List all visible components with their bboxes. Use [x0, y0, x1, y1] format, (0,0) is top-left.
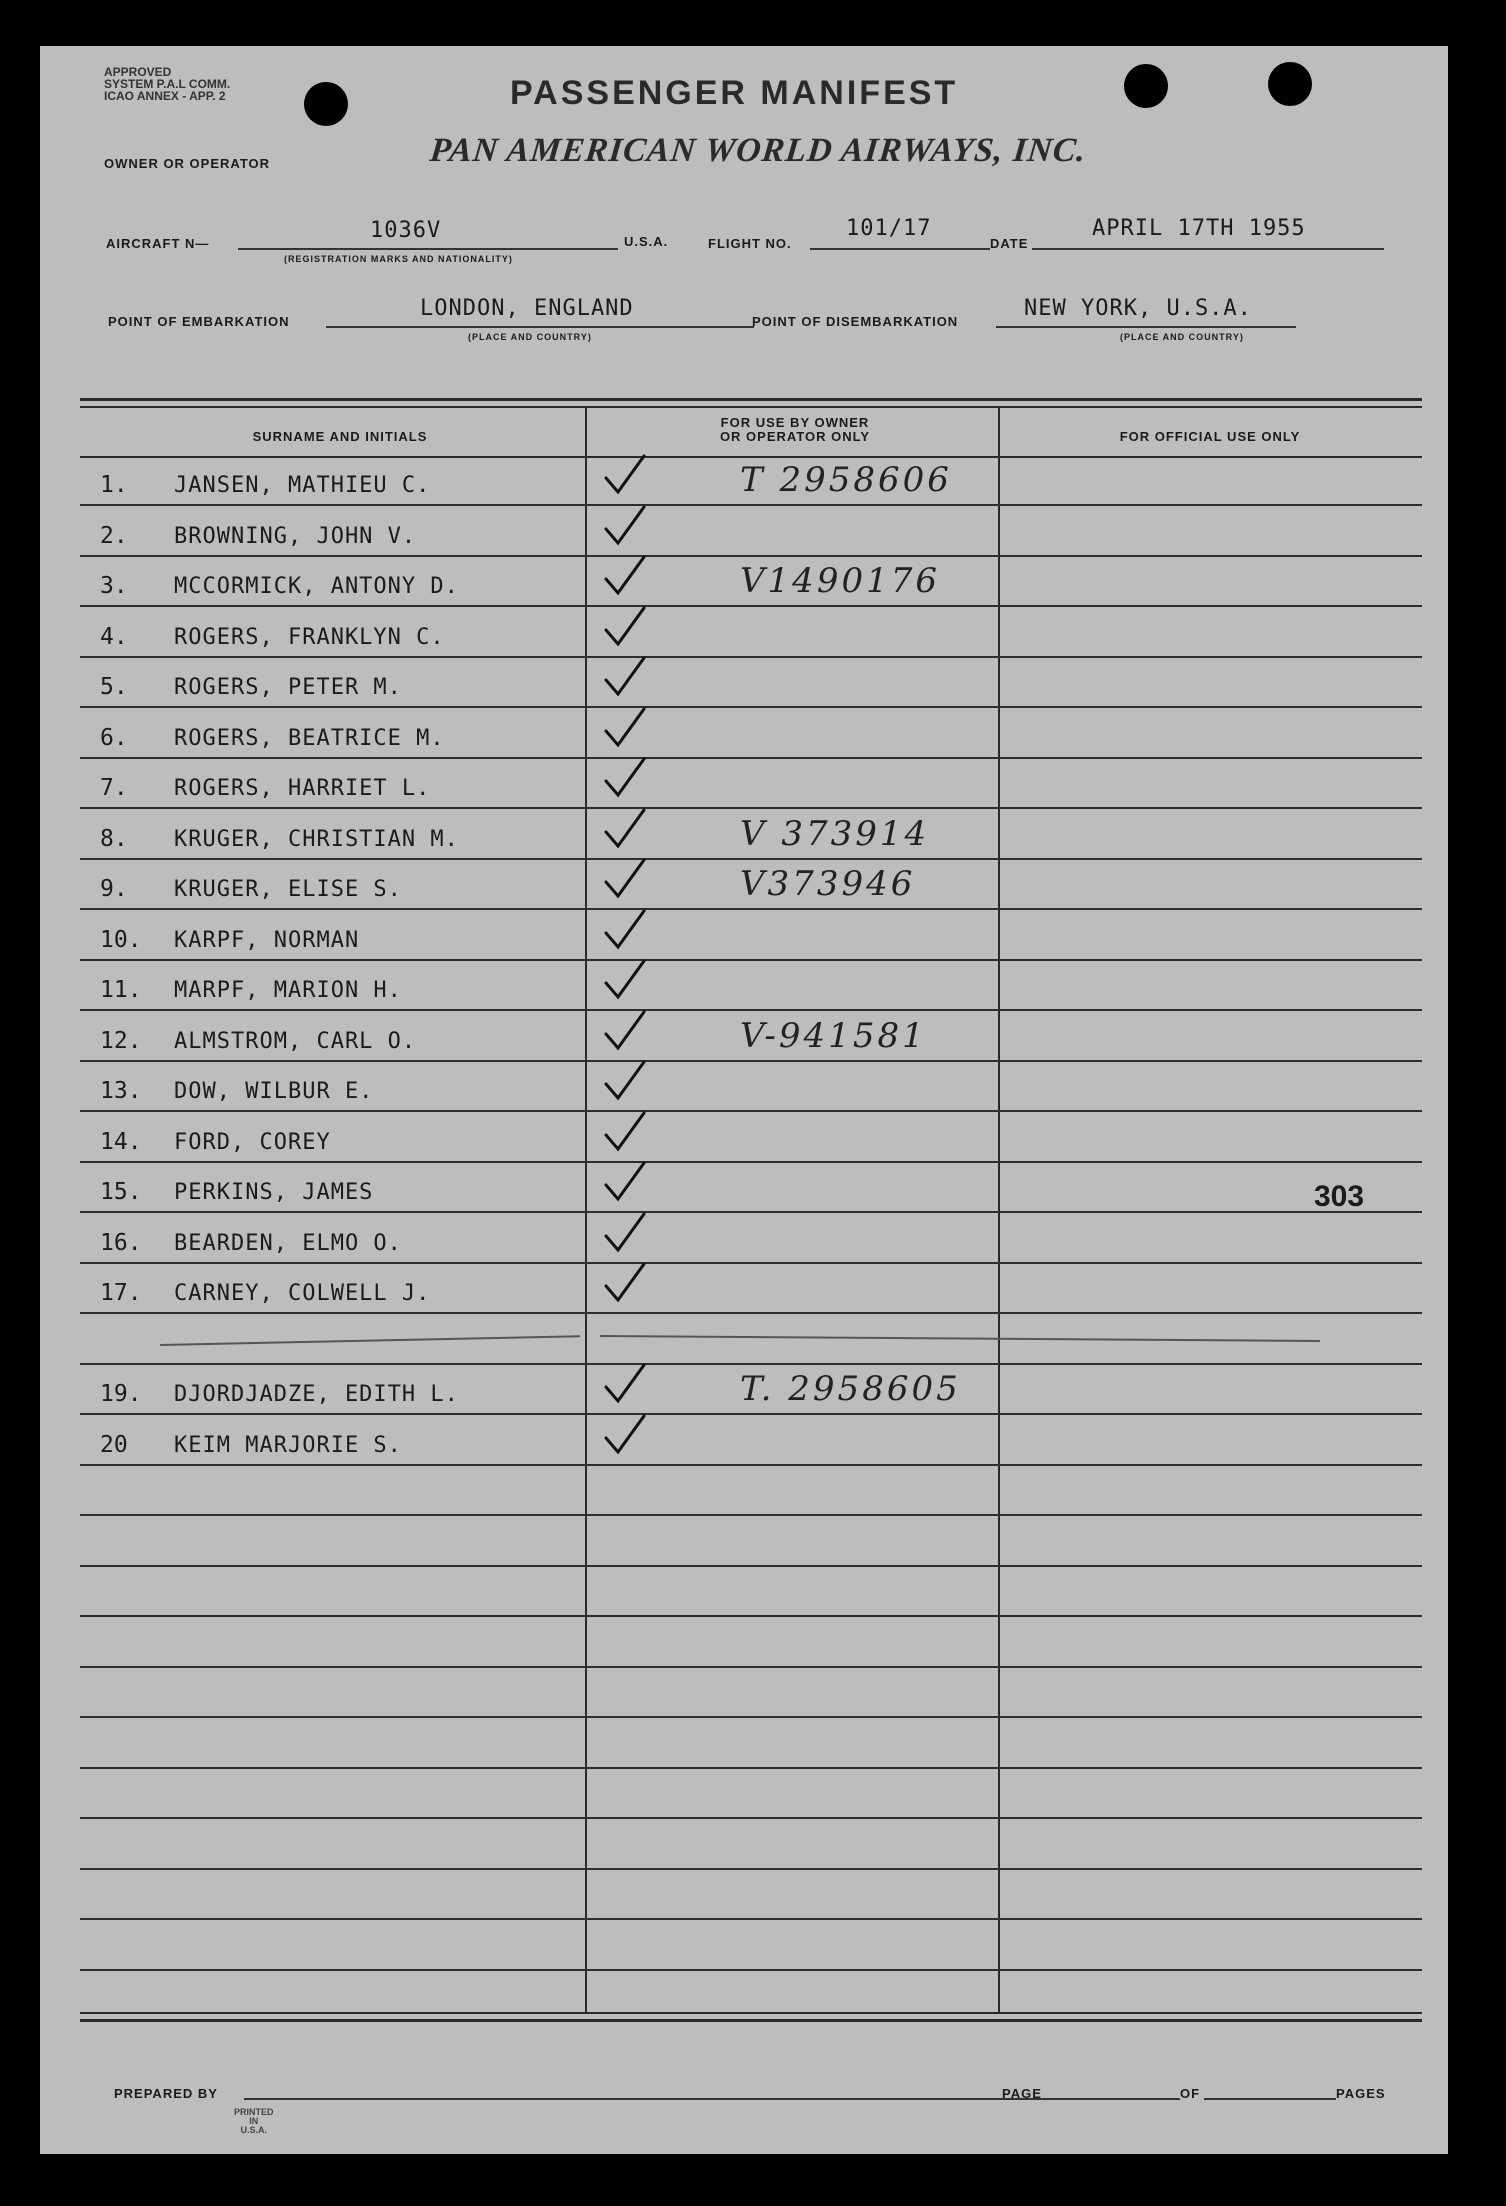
check-mark-icon: [600, 755, 660, 807]
table-row: [80, 1668, 1422, 1718]
table-row: [80, 608, 1422, 658]
passenger-name: KARPF, NORMAN: [174, 927, 360, 953]
check-mark-icon: [600, 1109, 660, 1161]
operator-note: V-941581: [740, 1015, 927, 1056]
of-underline: [1204, 2098, 1336, 2100]
table-top-rule-2: [80, 406, 1422, 408]
operator-note: V373946: [740, 864, 916, 904]
passenger-name: KEIM MARJORIE S.: [174, 1432, 402, 1458]
passenger-number: 20: [100, 1431, 128, 1458]
table-row: [80, 1365, 1422, 1415]
passenger-name: ALMSTROM, CARL O.: [174, 1028, 417, 1054]
passenger-number: 11.: [100, 977, 142, 1003]
table-row: [80, 810, 1422, 860]
pages-label: PAGES: [1336, 2086, 1386, 2101]
embark-label: POINT OF EMBARKATION: [108, 314, 290, 329]
passenger-number: 19.: [100, 1381, 142, 1407]
passenger-number: 2.: [100, 522, 128, 549]
flight-underline: [810, 248, 990, 250]
page-label: PAGE: [1002, 2086, 1042, 2101]
punch-hole: [1124, 64, 1168, 108]
check-mark-icon: [600, 806, 660, 858]
check-mark-icon: [600, 1361, 660, 1413]
passenger-number: 16.: [100, 1229, 142, 1256]
table-row: [80, 1567, 1422, 1617]
table-row: [80, 1214, 1422, 1264]
table-row: [80, 1012, 1422, 1062]
embark-place-note: (PLACE AND COUNTRY): [468, 332, 592, 342]
passenger-number: 12.: [100, 1027, 142, 1054]
date-label: DATE: [990, 236, 1029, 251]
check-mark-icon: [600, 553, 660, 605]
approval-note: APPROVED SYSTEM P.A.L COMM. ICAO ANNEX - APP. 2: [104, 65, 231, 103]
aircraft-value: 1036V: [370, 218, 442, 243]
page-underline: [1044, 2098, 1180, 2100]
passenger-name: BROWNING, JOHN V.: [174, 523, 417, 549]
table-row: [80, 1921, 1422, 1971]
table-row: [80, 1820, 1422, 1870]
check-mark-icon: [600, 503, 660, 555]
table-row: [80, 1618, 1422, 1668]
table-row: [80, 709, 1422, 759]
passenger-number: 7.: [100, 775, 128, 801]
table-row: [80, 1517, 1422, 1567]
passenger-name: FORD, COREY: [174, 1129, 331, 1155]
check-mark-icon: [600, 907, 660, 959]
aircraft-label: AIRCRAFT N—: [106, 236, 210, 251]
disembark-place-note: (PLACE AND COUNTRY): [1120, 332, 1244, 342]
passenger-name: JANSEN, MATHIEU C.: [174, 473, 431, 498]
passenger-name: PERKINS, JAMES: [174, 1180, 374, 1205]
flight-label: FLIGHT NO.: [708, 236, 792, 251]
table-row: [80, 1769, 1422, 1819]
operator-note: T 2958606: [740, 460, 952, 500]
table-row: [80, 1163, 1422, 1213]
passenger-number: 14.: [100, 1128, 142, 1155]
passenger-number: 13.: [100, 1078, 142, 1104]
table-top-rule: [80, 398, 1422, 401]
passenger-name: CARNEY, COLWELL J.: [174, 1281, 431, 1306]
table-row: [80, 456, 1422, 506]
table-row: [80, 507, 1422, 557]
table-bottom-rule-2: [80, 2019, 1422, 2022]
embark-value: LONDON, ENGLAND: [420, 296, 634, 321]
airline-name: PAN AMERICAN WORLD AIRWAYS, INC.: [428, 132, 1089, 169]
column-header-official: FOR OFFICIAL USE ONLY: [1119, 429, 1301, 444]
passenger-name: BEARDEN, ELMO O.: [174, 1230, 402, 1256]
check-mark-icon: [600, 1210, 660, 1262]
passenger-name: MARPF, MARION H.: [174, 978, 402, 1003]
passenger-name: ROGERS, FRANKLYN C.: [174, 624, 445, 650]
passenger-name: DJORDJADZE, EDITH L.: [174, 1382, 459, 1407]
aircraft-underline: [238, 248, 618, 250]
date-underline: [1032, 248, 1384, 250]
operator-note: T. 2958605: [740, 1369, 961, 1409]
passenger-number: 10.: [100, 926, 142, 953]
passenger-name: ROGERS, BEATRICE M.: [174, 725, 445, 751]
check-mark-icon: [600, 1412, 660, 1464]
operator-note: V1490176: [740, 561, 940, 601]
passenger-number: 15.: [100, 1179, 142, 1205]
check-mark-icon: [600, 705, 660, 757]
check-mark-icon: [600, 452, 660, 504]
table-row: [80, 1416, 1422, 1466]
passenger-name: KRUGER, CHRISTIAN M.: [174, 826, 459, 852]
passenger-name: MCCORMICK, ANTONY D.: [174, 574, 459, 599]
table-row: [80, 557, 1422, 607]
manifest-sheet: [40, 46, 1448, 2154]
table-row: [80, 961, 1422, 1011]
printer-stamp: PRINTED IN U.S.A.: [234, 2107, 274, 2135]
table-row: [80, 860, 1422, 910]
passenger-name: KRUGER, ELISE S.: [174, 877, 402, 902]
check-mark-icon: [600, 604, 660, 656]
owner-label: OWNER OR OPERATOR: [104, 156, 271, 171]
passenger-number: 3.: [100, 573, 128, 599]
passenger-number: 17.: [100, 1280, 142, 1306]
table-row: [80, 1719, 1422, 1769]
check-mark-icon: [600, 856, 660, 908]
passenger-name: ROGERS, PETER M.: [174, 675, 402, 700]
operator-note: V 373914: [740, 813, 930, 854]
check-mark-icon: [600, 1058, 660, 1110]
table-row: [80, 1466, 1422, 1516]
disembark-label: POINT OF DISEMBARKATION: [752, 314, 959, 329]
passenger-name: ROGERS, HARRIET L.: [174, 776, 431, 801]
disembark-underline: [996, 326, 1296, 328]
table-row: [80, 1062, 1422, 1112]
date-value: APRIL 17TH 1955: [1092, 216, 1306, 241]
table-row: [80, 759, 1422, 809]
country-label: U.S.A.: [624, 234, 669, 249]
row-rule: [80, 1969, 1422, 1971]
passenger-name: DOW, WILBUR E.: [174, 1079, 374, 1104]
table-row: [80, 1113, 1422, 1163]
passenger-number: 6.: [100, 724, 128, 751]
registration-note: (REGISTRATION MARKS AND NATIONALITY): [284, 254, 513, 264]
table-row: [80, 1870, 1422, 1920]
disembark-value: NEW YORK, U.S.A.: [1024, 296, 1252, 321]
passenger-number: 8.: [100, 825, 128, 852]
prepared-by-underline: [244, 2098, 1044, 2100]
prepared-by-label: PREPARED BY: [114, 2086, 218, 2101]
of-label: OF: [1180, 2086, 1201, 2101]
flight-value: 101/17: [846, 216, 932, 241]
check-mark-icon: [600, 1159, 660, 1211]
table-row: [80, 658, 1422, 708]
passenger-number: 4.: [100, 623, 128, 650]
check-mark-icon: [600, 1260, 660, 1312]
column-header-surname: SURNAME AND INITIALS: [252, 429, 428, 444]
official-mark: 303: [1314, 1180, 1365, 1213]
passenger-number: 9.: [100, 876, 128, 902]
check-mark-icon: [600, 957, 660, 1009]
punch-hole: [1268, 62, 1312, 106]
check-mark-icon: [600, 1008, 660, 1060]
form-title: PASSENGER MANIFEST: [510, 74, 959, 112]
passenger-number: 5.: [100, 674, 128, 700]
embark-underline: [326, 326, 754, 328]
table-row: [80, 1264, 1422, 1314]
column-header-owner-use: FOR USE BY OWNER OR OPERATOR ONLY: [719, 415, 871, 444]
punch-hole: [304, 82, 348, 126]
check-mark-icon: [600, 654, 660, 706]
passenger-number: 1.: [100, 472, 128, 498]
table-row: [80, 911, 1422, 961]
table-bottom-rule: [80, 2012, 1422, 2014]
